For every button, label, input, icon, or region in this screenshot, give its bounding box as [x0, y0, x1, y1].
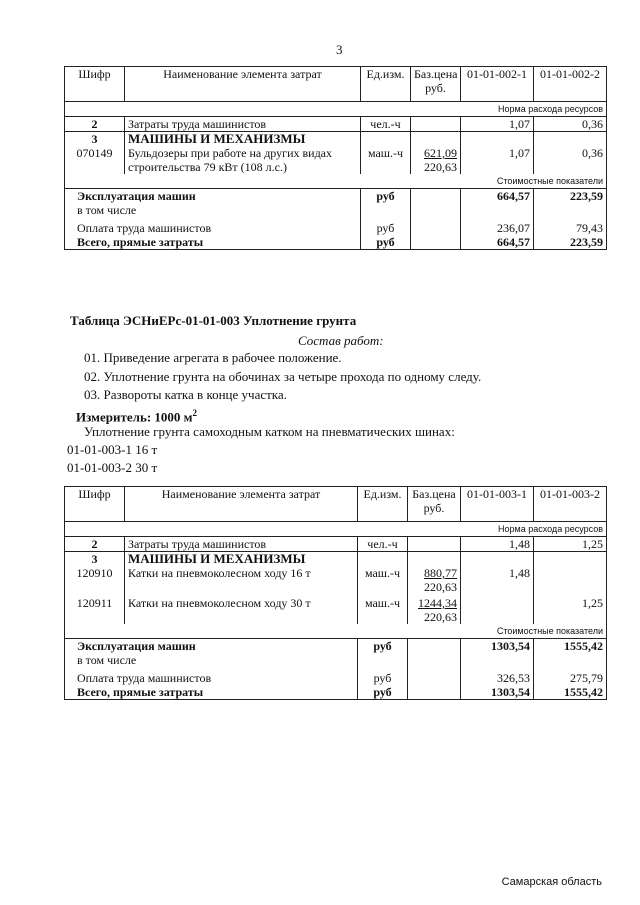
machine-cell: МАШИНЫ И МЕХАНИЗМЫ Бульдозеры при работе на других видах строительства 79 кВт (108 л.с.): [125, 132, 361, 175]
page-number: 3: [336, 42, 343, 57]
labor-v1: 1,07: [461, 117, 534, 132]
labor-name: Затраты труда машинистов: [125, 117, 361, 132]
header-code: Шифр: [65, 487, 125, 522]
header-col1: 01-01-002-1: [461, 67, 534, 102]
resource-table-1: Шифр Наименование элемента затрат Ед.изм. Баз.цена руб. 01-01-002-1 01-01-002-2 Норма расхода ресурсов 2 Затраты труда машинистов чел.-ч 1,07 0,36 3 070149 МАШИНЫ И МЕХАНИЗМЫ Бульдозеры при работе на других видах строительства 79 кВт (108 л.с.) маш.-ч 621,09 220,63 1,07 0,36 Стоимостные показатели Эксплуатация машин в том числе Оплата труда машинистов Всего, прямые затраты руб руб руб 664,57 236,07 664,57 223,59 79,43 223,59: [64, 66, 607, 250]
measure-unit: Измеритель: 1000 $м^2$: [76, 408, 198, 425]
labor-unit: чел.-ч: [361, 117, 411, 132]
labor-code: 2: [65, 117, 125, 132]
header-code: Шифр: [65, 67, 125, 102]
header-unit: Ед.изм.: [358, 487, 408, 522]
resource-table-2: Шифр Наименование элемента затрат Ед.изм. Баз.цена руб. 01-01-003-1 01-01-003-2 Норма расхода ресурсов 2 Затраты труда машинистов чел.-ч 1,48 1,25 3 120910 120911 МАШИНЫ И МЕХАНИЗМЫ Катки на пневмоколесном ходу 16 т Катки на пневмоколесном ходу 30 т маш.-ч маш.-ч 880,77 220,63 1244,34 220,63 1,48 1,25 Стоимостные показатели Эксплуатация машин в том числе Оплата труда машинистов Всего, прямые затраты руб руб руб 1303,54 326,53 1303,54 1555,42 275,79 1555,42: [64, 486, 607, 700]
section-norm: Норма расхода ресурсов: [65, 522, 607, 537]
header-col1: 01-01-003-1: [461, 487, 534, 522]
work-item: 02. Уплотнение грунта на обочинах за четыре прохода по одному следу.: [84, 369, 482, 384]
header-name: Наименование элемента затрат: [125, 487, 358, 522]
work-composition-label: Состав работ:: [298, 333, 384, 348]
variant: 01-01-003-1 16 т: [67, 442, 158, 457]
header-base-price: Баз.цена руб.: [411, 67, 461, 102]
header-col2: 01-01-002-2: [534, 67, 607, 102]
labor-v2: 1,25: [534, 537, 607, 552]
labor-v2: 0,36: [534, 117, 607, 132]
labor-v1: 1,48: [461, 537, 534, 552]
work-item: 03. Развороты катка в конце участка.: [84, 387, 287, 402]
header-base-price: Баз.цена руб.: [408, 487, 461, 522]
footer-region: Самарская область: [501, 876, 602, 888]
variant: 01-01-003-2 30 т: [67, 460, 158, 475]
header-unit: Ед.изм.: [361, 67, 411, 102]
labor-unit: чел.-ч: [358, 537, 408, 552]
header-col2: 01-01-003-2: [534, 487, 607, 522]
header-name: Наименование элемента затрат: [125, 67, 361, 102]
work-item: 01. Приведение агрегата в рабочее положение.: [84, 350, 342, 365]
section-cost: Стоимостные показатели: [65, 624, 607, 639]
section-norm: Норма расхода ресурсов: [65, 102, 607, 117]
description: Уплотнение грунта самоходным катком на пневматических шинах:: [84, 424, 455, 439]
section-cost: Стоимостные показатели: [65, 174, 607, 189]
machine-section-cell: 3 070149: [65, 132, 125, 175]
table-title: Таблица ЭСНиЕРс-01-01-003 Уплотнение грунта: [70, 313, 357, 328]
labor-name: Затраты труда машинистов: [125, 537, 358, 552]
labor-code: 2: [65, 537, 125, 552]
